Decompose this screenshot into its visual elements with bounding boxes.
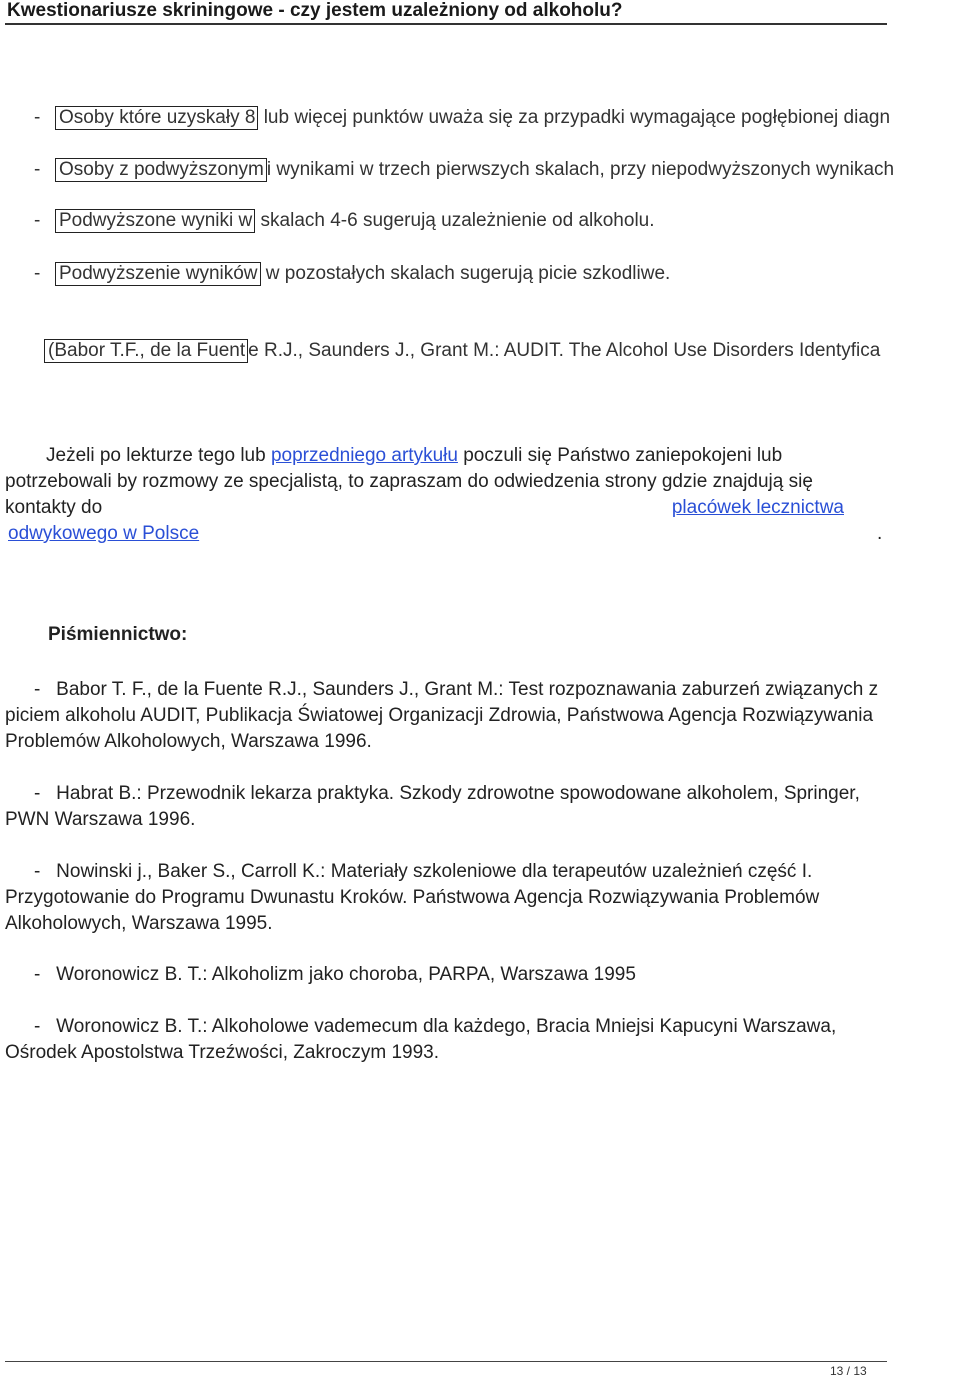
intro-link-line xyxy=(5,495,844,521)
bullet-dash: - xyxy=(34,107,41,128)
list-item xyxy=(34,262,670,286)
page-number: 13 / 13 xyxy=(830,1364,867,1378)
boxed-text: Podwyższone wyniki w xyxy=(55,209,255,233)
bibliography-text: Woronowicz B. T.: Alkoholowe vademecum dla każdego, Bracia Mniejsi Kapucyni Warszawa, Ośrodek Apostolstwa Trzeźwości, Zakroczym 1993. xyxy=(5,1016,837,1063)
reference-line xyxy=(44,339,880,363)
list-item-text: lub więcej punktów uważa się za przypadki wymagające pogłębionej diagn xyxy=(258,107,891,128)
bibliography-text: Habrat B.: Przewodnik lekarza praktyka. Szkody zdrowotne spowodowane alkoholem, Springer, PWN Warszawa 1996. xyxy=(5,783,860,830)
intro-text: Jeżeli po lekturze tego lub xyxy=(46,445,271,466)
bullet-dash: - xyxy=(34,263,41,284)
reference-text: e R.J., Saunders J., Grant M.: AUDIT. The Alcohol Use Disorders Identyfica xyxy=(248,340,881,361)
bullet-dash: - xyxy=(34,1016,41,1037)
list-item xyxy=(34,158,894,182)
bibliography-item xyxy=(5,1014,905,1066)
period: . xyxy=(877,523,883,544)
intro-text: poczuli się Państwo zaniepokojeni lub potrzebowali by rozmowy ze specjalistą, to zapraszam do odwiedzenia strony gdzie znajdują się kontakty do xyxy=(5,445,813,518)
bullet-dash: - xyxy=(34,861,41,882)
boxed-text: Podwyższenie wyników xyxy=(55,262,261,286)
list-item xyxy=(34,209,655,233)
bullet-dash: - xyxy=(34,210,41,231)
bullet-dash: - xyxy=(34,159,41,180)
bibliography-text: Nowinski j., Baker S., Carroll K.: Materiały szkoleniowe dla terapeutów uzależnień część I. Przygotowanie do Programu Dwunastu Kroków. Państwowa Agencja Rozwiązywania Problemów Alkoholowych, Warszawa 1995. xyxy=(5,861,820,934)
header-divider xyxy=(5,23,887,25)
treatment-facilities-link-cont[interactable]: odwykowego w Polsce xyxy=(8,523,200,544)
list-item xyxy=(34,106,890,130)
bibliography-heading: Piśmiennictwo: xyxy=(48,624,188,645)
boxed-text: Osoby z podwyższonym xyxy=(55,158,267,182)
bibliography-item xyxy=(5,781,905,833)
bibliography-item xyxy=(5,859,905,937)
bullet-dash: - xyxy=(34,964,41,985)
bullet-dash: - xyxy=(34,679,41,700)
treatment-facilities-link[interactable]: placówek lecznictwa xyxy=(671,497,844,518)
bibliography-item xyxy=(5,962,905,988)
footer-divider xyxy=(5,1361,887,1362)
boxed-text: (Babor T.F., de la Fuent xyxy=(44,339,248,363)
bibliography-item xyxy=(5,677,905,755)
list-item-text: skalach 4-6 sugerują uzależnienie od alkoholu. xyxy=(255,210,655,231)
bullet-dash: - xyxy=(34,783,41,804)
list-item-text: w pozostałych skalach sugerują picie szkodliwe. xyxy=(260,263,671,284)
page-title: Kwestionariusze skriningowe - czy jestem uzależniony od alkoholu? xyxy=(7,0,623,21)
boxed-text: Osoby które uzyskały 8 xyxy=(55,106,258,130)
bibliography-text: Babor T. F., de la Fuente R.J., Saunders J., Grant M.: Test rozpoznawania zaburzeń związanych z piciem alkoholu AUDIT, Publikacja Światowej Organizacji Zdrowia, Państwowa Agencja Rozwiązywania Problemów Alkoholowych, Warszawa 1996. xyxy=(5,679,879,752)
intro-link-line xyxy=(5,521,883,547)
previous-article-link[interactable]: poprzedniego artykułu xyxy=(270,445,458,466)
list-item-text: i wynikami w trzech pierwszych skalach, przy niepodwyższonych wynikach xyxy=(266,159,895,180)
bibliography-text: Woronowicz B. T.: Alkoholizm jako choroba, PARPA, Warszawa 1995 xyxy=(56,964,636,985)
